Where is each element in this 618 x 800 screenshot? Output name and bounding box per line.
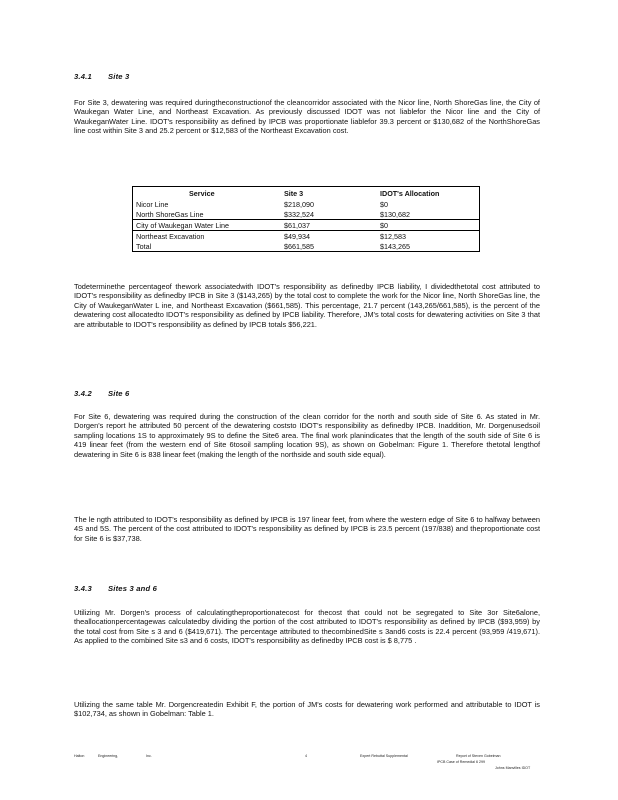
section-number: 3.4.2 (74, 389, 92, 398)
paragraph-site-6-length: The le ngth attributed to IDOT's responsibility as defined by IPCB is 197 linear feet, from where the western edge of Site 6 to halfway between 4S and 5S. The percent of the cost attributed to IDOT's responsibility as defined by IPCB is 23.5 percent (197/838) and theproportionate cost for Site 6 is $37,738. (74, 515, 540, 543)
footer-report-title: Report of Steven Gobelman (456, 754, 501, 758)
table-cell: Total (136, 241, 152, 251)
section-title: Site 6 (108, 389, 130, 398)
section-title: Site 3 (108, 72, 130, 81)
page-footer (0, 752, 618, 782)
section-title: Sites 3 and 6 (108, 584, 158, 593)
footer-report-type: Expert Rebuttal Supplemental (360, 754, 408, 758)
table-cell: City of Waukegan Water Line (133, 220, 282, 231)
table-row (133, 199, 480, 209)
table-row (133, 220, 480, 231)
table-header-allocation: IDOT's Allocation (380, 188, 440, 198)
footer-company-type: Engineering, (98, 754, 119, 758)
table-cell: Northeast Excavation (136, 231, 205, 241)
footer-parties: Johns Manvilles IDOT (495, 766, 531, 770)
table-cell: $0 (380, 199, 388, 209)
table-row (133, 231, 480, 242)
footer-case-info: IPCB Case of Remedial 6 299 (437, 760, 485, 764)
footer-company-name: Halton (74, 754, 85, 758)
table-row-total (133, 241, 480, 252)
section-heading-3-4-1 (74, 72, 129, 81)
table-row (133, 209, 480, 220)
allocation-table (132, 186, 480, 252)
table-cell: $143,265 (380, 241, 410, 251)
paragraph-exhibit-f: Utilizing the same table Mr. Dorgencreatedin Exhibit F, the portion of JM's costs for dewatering work performed and attributable to IDOT is $102,734, as shown in Gobelman: Table 1. (74, 700, 540, 719)
footer-company-suffix: Inc. (146, 754, 152, 758)
section-number: 3.4.1 (74, 72, 92, 81)
footer-page-number: 4 (305, 754, 307, 758)
table-cell: $332,524 (284, 209, 314, 219)
table-cell: $61,037 (281, 220, 377, 231)
table-header-row (133, 187, 480, 200)
table-cell: $12,583 (380, 231, 406, 241)
table-cell: Nicor Line (136, 199, 169, 209)
table-cell: $661,585 (284, 241, 314, 251)
paragraph-site-3: For Site 3, dewatering was required duringtheconstructionof the cleancorridor associated with the Nicor line, North ShoreGas line, the City of Waukegan Water Line, and Northeast Excavation. As previously discussed IDOT was not liablefor the Nicor line and the City of WaukeganWater Line. IDOT's responsibility as defined by IPCB was proportionate liablefor 39.3 percent or $130,682 of the NorthShoreGas line cost within Site 3 and 25.2 percent or $12,583 of the Northeast Excavation cost. (74, 98, 540, 136)
table-header-site3: Site 3 (284, 188, 304, 198)
table-cell: $130,682 (380, 209, 410, 219)
table-cell: North ShoreGas Line (136, 209, 204, 219)
table-header-service: Service (189, 188, 215, 198)
paragraph-sites-3-and-6: Utilizing Mr. Dorgen's process of calculatingtheproportionatecost for thecost that could not be segregated to Site 3or Site6alone, theallocationpercentagewas calculatedby dividing the portion of the cost attributed to IDOT's responsibility as defined by IPCB ($93,959) by the total cost from Site s 3 and 6 ($419,671). The percentage attributed to thecombinedSite s 3and6 costs is 22.4 percent (93,959 /419,671). As applied to the combined Site s3 and 6 costs, IDOT's responsibility as definedby IPCB cost is $ 8,775 . (74, 608, 540, 646)
paragraph-site-3-percentage: Todeterminethe percentageof thework associatedwith IDOT's responsibility as definedby IPCB liability, I dividedthetotal cost attributed to IDOT's responsibility as definedby IPCB in Site 3 ($143,265) by the total cost to complete the work for the Nicor line, North ShoreGas line, the City of WaukeganWater L ine, and Northeast Excavation ($661,585). This percentage, 21.7 percent (143,265/661,585), is the percent of the dewatering cost allocatedto IDOT's responsibility as defined by IPCB liability. Therefore, JM's total costs for dewatering activities on Site 3 that are attributable to IDOT's responsibility as defined by IPCB totals $56,221. (74, 282, 540, 329)
section-number: 3.4.3 (74, 584, 92, 593)
table-cell: $0 (377, 220, 480, 231)
table-cell: $49,934 (284, 231, 310, 241)
section-heading-3-4-2 (74, 389, 129, 398)
paragraph-site-6: For Site 6, dewatering was required during the construction of the clean corridor for the north and south side of Site 6. As stated in Mr. Dorgen's report he attributed 50 percent of the dewatering coststo IDOT's responsibility as definedby IPCB. Inaddition, Mr. Dorgenusedsoil sampling locations 1S to approximately 9S to define the Site6 area. The final work planindicates that the length of the south side of Site 6 is 419 linear feet (from the western end of Site 6tosoil sampling location 9S), as shown on Gobelman: Figure 1. Therefore thetotal lengthof dewatering in Site 6 is 838 linear feet (making the length of the northside and south side equal). (74, 412, 540, 459)
table-cell: $218,090 (284, 199, 314, 209)
section-heading-3-4-3 (74, 584, 157, 593)
